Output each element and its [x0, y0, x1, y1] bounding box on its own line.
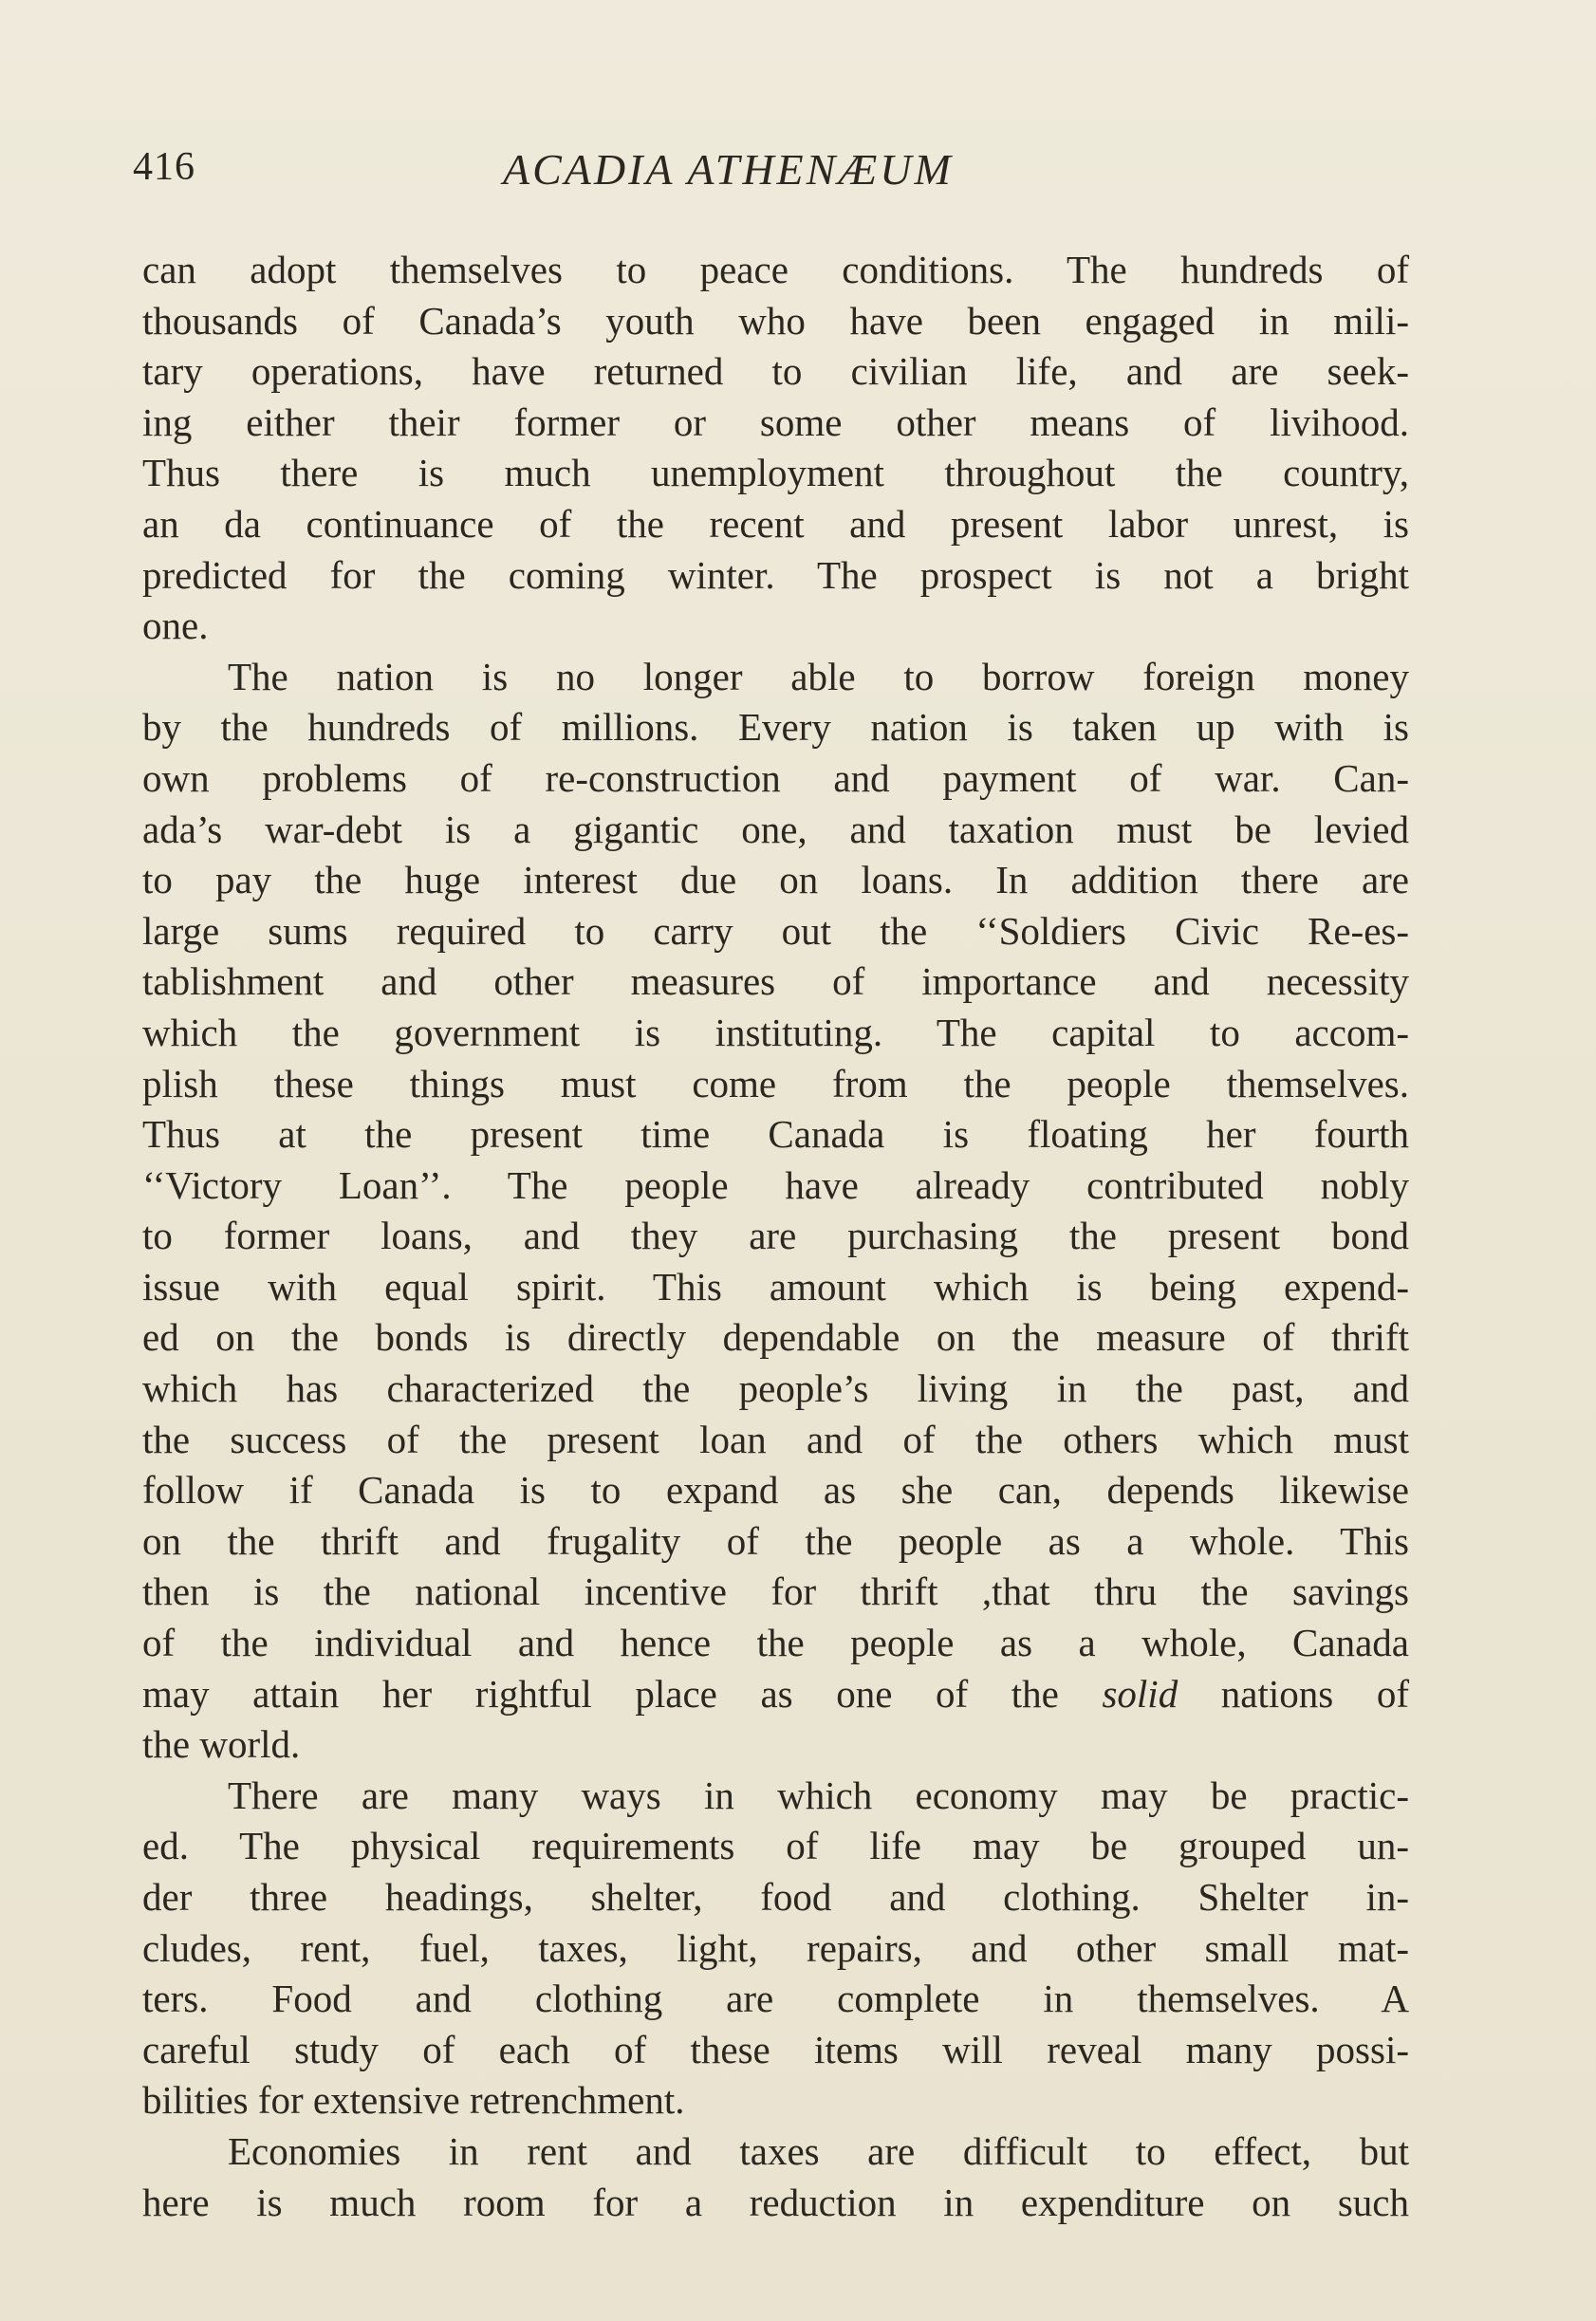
text-line: follow if Canada is to expand as she can, depends likewise [142, 1468, 1409, 1513]
text-line: The nation is no longer able to borrow foreign money [228, 654, 1409, 698]
text-line: ters. Food and clothing are complete in themselves. A [142, 1977, 1409, 2021]
text-line: ed on the bonds is directly dependable on the measure of thrift [142, 1315, 1409, 1360]
text-line: thousands of Canada’s youth who have been engaged in mili- [142, 298, 1409, 343]
text-line: the success of the present loan and of the others which must [142, 1417, 1409, 1461]
text-line: Thus at the present time Canada is floating her fourth [142, 1112, 1409, 1157]
text-line: bilities for extensive retrenchment. [142, 2078, 685, 2123]
text-line: own problems of re-construction and payment of war. Can- [142, 755, 1409, 800]
text-line: by the hundreds of millions. Every nation is taken up with is [142, 705, 1409, 750]
text-line: plish these things must come from the people themselves. [142, 1061, 1409, 1105]
text-line: tary operations, have returned to civilian life, and are seek- [142, 349, 1409, 394]
paragraph-4 [142, 2126, 1409, 2228]
text-line: can adopt themselves to peace conditions. The hundreds of [142, 248, 1409, 291]
text-line: Thus there is much unemployment throughout the country, [142, 451, 1409, 495]
text-line: There are many ways in which economy may be practic- [228, 1773, 1409, 1817]
text-line: one. [142, 603, 209, 648]
text-line: to pay the huge interest due on loans. In addition there are [142, 858, 1409, 902]
text-line: careful study of each of these items will reveal many possi- [142, 2027, 1409, 2071]
paragraph-1 [142, 245, 1409, 652]
text-segment: may attain her rightful place as one of the [142, 1671, 1103, 1716]
text-line: of the individual and hence the people as a whole, Canada [142, 1621, 1409, 1665]
text-line: the world. [142, 1722, 301, 1767]
text-line: ‘‘Victory Loan’’. The people have already contributed nobly [142, 1162, 1409, 1207]
text-line-with-italic [142, 1669, 1409, 1720]
paragraph-3 [142, 1771, 1409, 2126]
text-line: ed. The physical requirements of life may be grouped un- [142, 1824, 1409, 1868]
page-number: 416 [133, 145, 195, 189]
paragraph-2 [142, 652, 1409, 1771]
journal-title: ACADIA ATHENÆUM [503, 145, 954, 194]
article-body [142, 245, 1409, 2228]
text-line: then is the national incentive for thrift ,that thru the savings [142, 1569, 1409, 1614]
text-line: which has characterized the people’s living in the past, and [142, 1366, 1409, 1411]
italic-word: solid [1102, 1671, 1178, 1716]
text-line: der three headings, shelter, food and clothing. Shelter in- [142, 1875, 1409, 1919]
text-line: large sums required to carry out the ‘‘Soldiers Civic Re-es- [142, 908, 1409, 953]
text-segment: nations of [1178, 1671, 1409, 1716]
text-line: here is much room for a reduction in expenditure on such [142, 2180, 1409, 2224]
text-line: to former loans, and they are purchasing the present bond [142, 1214, 1409, 1258]
text-line: tablishment and other measures of importance and necessity [142, 959, 1409, 1004]
text-line: an da continuance of the recent and present labor unrest, is [142, 501, 1409, 546]
text-line: ada’s war-debt is a gigantic one, and taxation must be levied [142, 807, 1409, 851]
text-line: ing either their former or some other means of livihood. [142, 399, 1409, 444]
text-line: predicted for the coming winter. The prospect is not a bright [142, 552, 1409, 597]
text-line: issue with equal spirit. This amount which is being expend- [142, 1264, 1409, 1309]
running-head [133, 144, 1404, 201]
text-line: on the thrift and frugality of the people as a whole. This [142, 1518, 1409, 1563]
text-line: Economies in rent and taxes are difficult to effect, but [228, 2128, 1409, 2173]
text-line: cludes, rent, fuel, taxes, light, repairs, and other small mat- [142, 1925, 1409, 1970]
text-line: which the government is instituting. The capital to accom- [142, 1010, 1409, 1054]
